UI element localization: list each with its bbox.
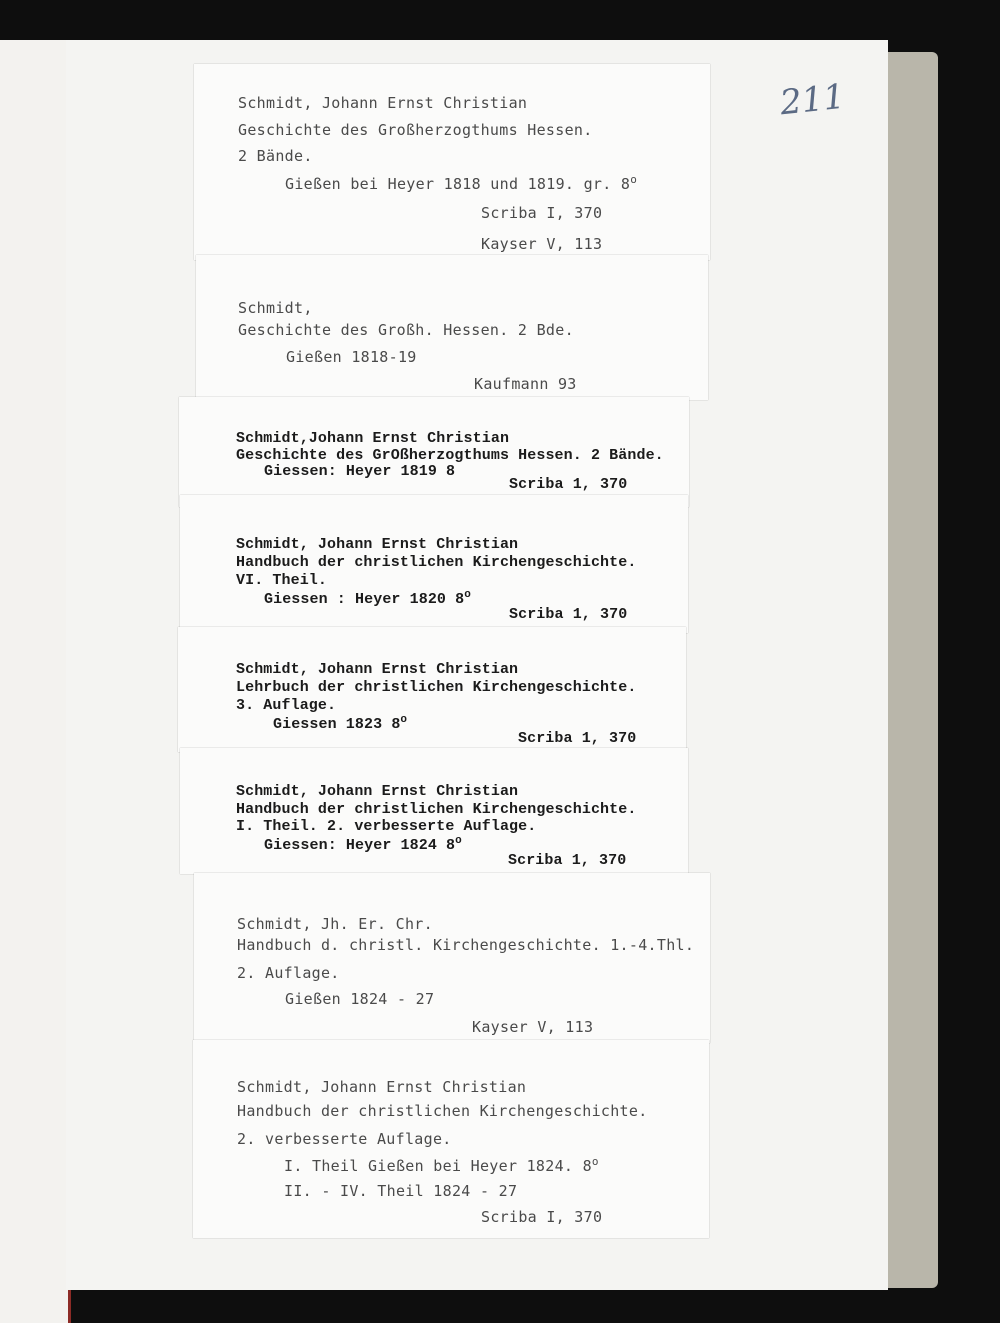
card-line: 2 Bände.	[238, 147, 313, 165]
imprint-text: I. Theil Gießen bei Heyer 1824. 8	[284, 1157, 592, 1175]
card-source: Scriba I, 370	[481, 204, 603, 222]
card-line: Schmidt, Johann Ernst Christian	[236, 661, 519, 678]
card-line: Handbuch der christlichen Kirchengeschichte.	[237, 1102, 648, 1120]
card-line: Geschichte des GrOßherzogthums Hessen. 2 Bände.	[236, 447, 664, 464]
card-line: Geschichte des Großherzogthums Hessen.	[238, 121, 593, 139]
imprint-text: Giessen : Heyer 1820 8	[264, 591, 465, 608]
card-source: Scriba 1, 370	[509, 606, 628, 623]
catalog-card-7	[194, 873, 710, 1043]
card-source: Kayser V, 113	[472, 1018, 594, 1036]
card-line-imprint	[264, 835, 462, 854]
card-line: Schmidt,	[238, 299, 313, 317]
card-line: II. - IV. Theil 1824 - 27	[284, 1182, 518, 1200]
card-line: Geschichte des Großh. Hessen. 2 Bde.	[238, 321, 574, 339]
card-line-imprint	[264, 589, 471, 608]
card-source: Scriba 1, 370	[518, 730, 637, 747]
card-line: 2. Auflage.	[237, 964, 340, 982]
card-source: Kayser V, 113	[481, 235, 603, 253]
card-source: Scriba 1, 370	[508, 852, 627, 869]
card-line: Lehrbuch der christlichen Kirchengeschichte.	[236, 679, 637, 696]
folio-number: 211	[778, 76, 847, 124]
card-line: 3. Auflage.	[236, 697, 337, 714]
card-line: 2. verbesserte Auflage.	[237, 1130, 452, 1148]
catalog-card-6	[180, 748, 688, 874]
card-line: Handbuch d. christl. Kirchengeschichte. 1.-4.Thl.	[237, 936, 695, 954]
card-line: Schmidt, Johann Ernst Christian	[236, 783, 519, 800]
card-line: I. Theil. 2. verbesserte Auflage.	[236, 818, 537, 835]
card-line: Schmidt, Johann Ernst Christian	[238, 94, 528, 112]
card-line: Schmidt, Jh. Er. Chr.	[237, 915, 433, 933]
degree-mark: o	[455, 835, 462, 847]
card-line: Gießen 1818-19	[286, 348, 417, 366]
degree-mark: o	[400, 714, 408, 726]
card-line: Schmidt, Johann Ernst Christian	[237, 1078, 527, 1096]
catalog-card-4	[180, 495, 688, 633]
imprint-text: Giessen: Heyer 1824 8	[264, 837, 456, 854]
catalog-card-5	[178, 627, 686, 752]
card-source: Scriba 1, 370	[509, 476, 628, 493]
card-line: Handbuch der christlichen Kirchengeschichte.	[236, 554, 637, 571]
card-line-imprint	[284, 1155, 599, 1175]
catalog-card-1	[194, 64, 710, 260]
catalog-card-8	[193, 1040, 709, 1238]
card-line-imprint	[285, 173, 637, 193]
card-line: Schmidt,Johann Ernst Christian	[236, 430, 510, 447]
card-line: Handbuch der christlichen Kirchengeschichte.	[236, 801, 637, 818]
card-line: Giessen: Heyer 1819 8	[264, 463, 456, 480]
card-source: Scriba I, 370	[481, 1208, 603, 1226]
card-line: Gießen 1824 - 27	[285, 990, 435, 1008]
card-line: Schmidt, Johann Ernst Christian	[236, 536, 519, 553]
imprint-text: Gießen bei Heyer 1818 und 1819. gr. 8	[285, 175, 631, 193]
degree-mark: o	[591, 1155, 599, 1168]
card-line: VI. Theil.	[236, 572, 328, 589]
catalog-card-2	[196, 255, 708, 400]
degree-mark: o	[464, 589, 471, 601]
left-page-edge	[0, 40, 71, 1323]
imprint-text: Giessen 1823 8	[273, 716, 401, 733]
card-source: Kaufmann 93	[474, 375, 577, 393]
degree-mark: o	[630, 173, 638, 186]
catalog-card-3	[179, 397, 689, 507]
card-line-imprint	[273, 714, 407, 733]
